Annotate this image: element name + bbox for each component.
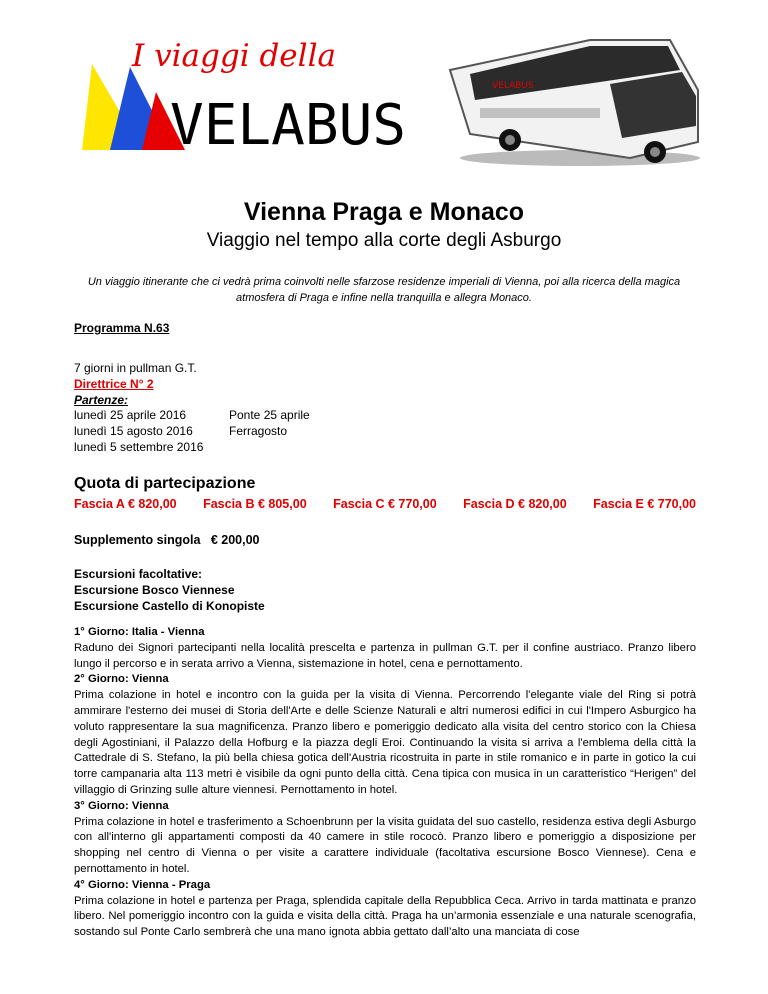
bus-logo-text: VELABUS xyxy=(492,81,534,91)
page-subtitle: Viaggio nel tempo alla corte degli Asburgo xyxy=(206,230,562,251)
excursions-title: Escursioni facoltative: xyxy=(74,567,203,581)
price-band: Fascia E € 770,00 xyxy=(593,497,696,511)
programma-number: Programma N.63 xyxy=(74,321,170,335)
departure-date: lunedì 5 settembre 2016 xyxy=(74,440,204,454)
excursion-item: Escursione Castello di Konopiste xyxy=(74,599,265,613)
departure-date: lunedì 15 agosto 2016 xyxy=(74,424,193,438)
intro-text: Un viaggio itinerante che ci vedrà prima coinvolti nelle sfarzose residenze imperiali di Vienna, poi alla ricerca della magica atmosfera di Praga e infine nella tranquilla e allegra Monaco. xyxy=(87,276,681,304)
page-title: Vienna Praga e Monaco xyxy=(243,198,525,226)
single-supplement: Supplemento singola € 200,00 xyxy=(74,533,260,547)
price-band: Fascia B € 805,00 xyxy=(203,497,307,511)
day-heading: 2° Giorno: Vienna xyxy=(74,673,169,686)
quota-title: Quota di partecipazione xyxy=(74,475,256,492)
day-description: Prima colazione in hotel e trasferimento a Schoenbrunn per la visita guidata del suo castello, residenza estiva degli Asburgo con all'interno gli appartamenti composti da 40 camere in stile rococò. Pranzo libero e pomeriggio a disposizione per shopping nel centro di Vienna o per visite a carattere individuale (facoltativa escursione Bosco Viennese). Cena e pernottamento in hotel. xyxy=(74,815,696,875)
departure-note: Ponte 25 aprile xyxy=(229,408,310,422)
day-description: Prima colazione in hotel e partenza per Praga, splendida capitale della Repubblica Ceca. Arrivo in tarda mattinata e pranzo libero. Nel pomeriggio incontro con la guida e visita della città. Praga ha un’armonia essenziale e una naturale scenografia, sostando sul Ponte Carlo sembrerà che una mano ignota abbia gettato dall’alto una manciata di cose xyxy=(74,894,696,939)
excursion-item: Escursione Bosco Viennese xyxy=(74,583,235,597)
day-heading: 1° Giorno: Italia - Vienna xyxy=(74,626,205,638)
direttrice-label: Direttrice N° 2 xyxy=(74,377,154,391)
trip-duration: 7 giorni in pullman G.T. xyxy=(74,361,197,375)
price-band: Fascia A € 820,00 xyxy=(74,497,177,511)
departure-note: Ferragosto xyxy=(229,424,288,438)
day-heading: 4° Giorno: Vienna - Praga xyxy=(74,878,211,891)
day-heading: 3° Giorno: Vienna xyxy=(74,799,169,812)
day-description: Raduno dei Signori partecipanti nella località prescelta e partenza in pullman G.T. per il confine austriaco. Pranzo libero lungo il percorso e in serata arrivo a Vienna, sistemazione in hotel, cena e pernottamento. xyxy=(74,641,696,670)
day-description: Prima colazione in hotel e incontro con la guida per la visita di Vienna. Percorrendo l'elegante viale del Ring si potrà ammirare l'esterno dei musei di Storia dell'Arte e delle Scienze Naturali e altri numerosi edifici in cui l'Impero Asburgico ha voluto rappresentare la sua magnificenza. Pranzo libero e pomeriggio dedicato alla visita del centro storico con la Chiesa degli Agostiniani, il Palazzo della Hofburg e la piazza degli Eroi. Continuando la visita si arriva a l'emblema della città la Cattedrale di S. Stefano, la più bella chiesa gotica dell'Austria ricostruita in parte in stile romanico e in parte in gotico la cui torre campanaria alta 113 metri è visibile da ogni punto della città. Cena tipica con musica in un caratteristico “Herigen” del villaggio di Grinzing sulle alture viennesi. Pernottamento in hotel. xyxy=(74,689,696,796)
logo-line2: VELABUS xyxy=(170,93,407,158)
price-bands xyxy=(74,497,696,511)
itinerary xyxy=(74,625,696,941)
logo-line1: I viaggi della xyxy=(132,38,336,74)
excursions xyxy=(74,566,265,614)
price-band: Fascia C € 770,00 xyxy=(333,497,437,511)
partenze-label: Partenze: xyxy=(74,393,129,407)
price-band: Fascia D € 820,00 xyxy=(463,497,567,511)
velabus-logo xyxy=(70,22,450,162)
bus-image xyxy=(440,30,705,170)
departure-date: lunedì 25 aprile 2016 xyxy=(74,408,187,422)
